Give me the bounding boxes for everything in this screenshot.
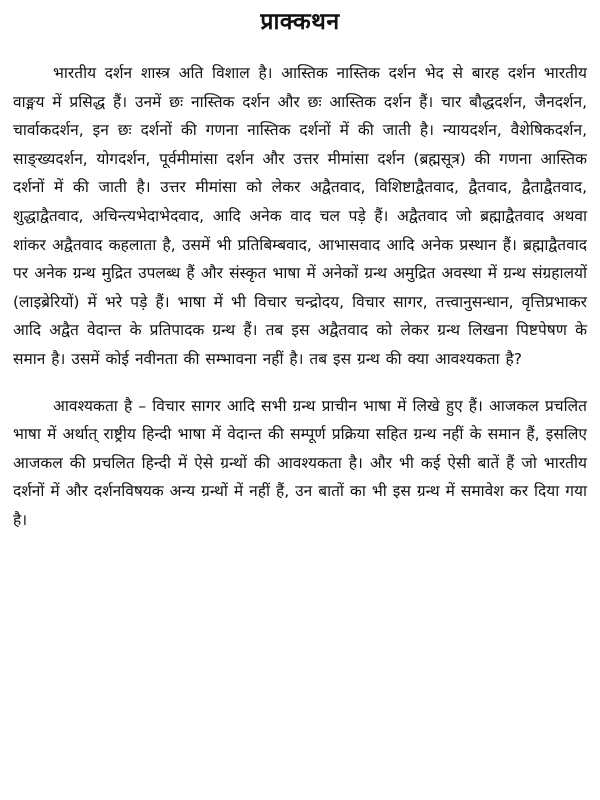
body-paragraph-2: आवश्यकता है – विचार सागर आदि सभी ग्रन्थ प्राचीन भाषा में लिखे हुए हैं। आजकल प्रचलित भाषा में अर्थात् राष्ट्रीय हिन्दी भाषा में वेदान्त की सम्पूर्ण प्रक्रिया सहित ग्रन्थ नहीं के समान हैं, इसलिए आजकल की प्रचलित हिन्दी में ऐसे ग्रन्थों की आवश्यकता है। और भी कई ऐसी बातें हैं जो भारतीय दर्शनों में और दर्शनविषयक अन्य ग्रन्थों में नहीं हैं, उन बातों का भी इस ग्रन्थ में समावेश कर दिया गया है। xyxy=(13,396,587,529)
body-paragraph-1: भारतीय दर्शन शास्त्र अति विशाल है। आस्तिक नास्तिक दर्शन भेद से बारह दर्शन भारतीय वाङ्मय में प्रसिद्ध हैं। उनमें छः नास्तिक दर्शन और छः आस्तिक दर्शन हैं। चार बौद्धदर्शन, जैनदर्शन, चार्वाकदर्शन, इन छः दर्शनों की गणना नास्तिक दर्शनों में की जाती है। न्यायदर्शन, वैशेषिकदर्शन, साङ्ख्यदर्शन, योगदर्शन, पूर्वमीमांसा दर्शन और उत्तर मीमांसा दर्शन (ब्रह्मसूत्र) की गणना आस्तिक दर्शनों में की जाती है। उत्तर मीमांसा को लेकर अद्वैतवाद, विशिष्टाद्वैतवाद, द्वैतवाद, द्वैताद्वैतवाद, शुद्धाद्वैतवाद, अचिन्त्यभेदाभेदवाद, आदि अनेक वाद चल पड़े हैं। अद्वैतवाद जो ब्रह्माद्वैतवाद अथवा शांकर अद्वैतवाद कहलाता है, उसमें भी प्रतिबिम्बवाद, आभासवाद आदि अनेक प्रस्थान हैं। ब्रह्माद्वैतवाद पर अनेक ग्रन्थ मुद्रित उपलब्ध हैं और संस्कृत भाषा में अनेकों ग्रन्थ अमुद्रित अवस्था में ग्रन्थ संग्रहालयों (लाइब्रेरियों) में भरे पड़े हैं। भाषा में भी विचार चन्द्रोदय, विचार सागर, तत्त्वानुसन्धान, वृत्तिप्रभाकर आदि अद्वैत वेदान्त के प्रतिपादक ग्रन्थ हैं। तब इस अद्वैतवाद को लेकर ग्रन्थ लिखना पिष्टपेषण के समान है। उसमें कोई नवीनता की सम्भावना नहीं है। तब इस ग्रन्थ की क्या आवश्यकता है? xyxy=(13,64,587,368)
page-title: प्राक्कथन xyxy=(260,9,340,35)
